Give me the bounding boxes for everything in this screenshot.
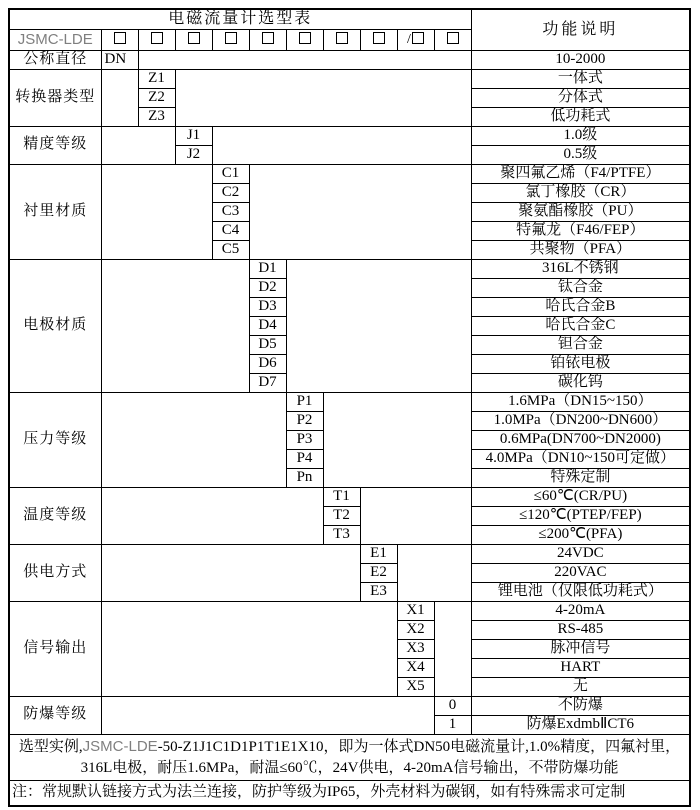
code-cell-z2: Z2 — [138, 88, 175, 107]
description-cell: ≤120℃(PTEP/FEP) — [471, 506, 690, 525]
code-cell-x4: X4 — [397, 658, 434, 677]
description-cell: 共聚物（PFA） — [471, 240, 690, 259]
description-cell: 钛合金 — [471, 278, 690, 297]
spacer-cell — [286, 259, 471, 392]
code-cell-pn: Pn — [286, 468, 323, 487]
code-cell-p1: P1 — [286, 392, 323, 411]
selection-sheet — [8, 8, 692, 807]
table-row — [9, 601, 690, 620]
description-cell: 碳化钨 — [471, 373, 690, 392]
description-cell: HART — [471, 658, 690, 677]
group-label-cell: 精度等级 — [9, 126, 101, 164]
checkbox-icon — [188, 32, 200, 44]
code-cell-p4: P4 — [286, 449, 323, 468]
code-cell-e2: E2 — [360, 563, 397, 582]
description-cell: 氯丁橡胶（CR） — [471, 183, 690, 202]
spacer-cell — [101, 601, 397, 696]
description-cell: 24VDC — [471, 544, 690, 563]
table-row — [9, 544, 690, 563]
code-cell-p2: P2 — [286, 411, 323, 430]
checkbox-icon — [447, 32, 459, 44]
example-model-code-rest: -50-Z1J1C1D1P1T1E1X10 — [157, 738, 324, 755]
model-prefix: JSMC-LDE — [9, 29, 101, 50]
code-cell-dn: DN — [101, 50, 138, 69]
code-cell-d5: D5 — [249, 335, 286, 354]
code-cell-c4: C4 — [212, 221, 249, 240]
description-cell: 锂电池（仅限低功耗式） — [471, 582, 690, 601]
spacer-cell — [101, 487, 323, 544]
group-label-cell: 防爆等级 — [9, 696, 101, 734]
code-cell-t1: T1 — [323, 487, 360, 506]
description-cell: 1.0MPa（DN200~DN600） — [471, 411, 690, 430]
description-cell: 铂铱电极 — [471, 354, 690, 373]
code-cell-d4: D4 — [249, 316, 286, 335]
code-cell-e1: E1 — [360, 544, 397, 563]
spacer-cell — [249, 164, 471, 259]
table-row — [9, 392, 690, 411]
description-cell: 脉冲信号 — [471, 639, 690, 658]
code-cell-j1: J1 — [175, 126, 212, 145]
checkbox-icon — [299, 32, 311, 44]
code-cell-x3: X3 — [397, 639, 434, 658]
code-cell-d6: D6 — [249, 354, 286, 373]
model-checkbox-cell — [286, 29, 323, 50]
spacer-cell — [101, 696, 434, 734]
spacer-cell — [360, 487, 471, 544]
note-text: 注：常规默认链接方式为法兰连接，防护等级为IP65，外壳材料为碳钢，如有特殊需求可定制 — [9, 780, 690, 806]
model-checkbox-cell — [360, 29, 397, 50]
description-cell: 分体式 — [471, 88, 690, 107]
code-cell-d7: D7 — [249, 373, 286, 392]
code-cell-t3: T3 — [323, 525, 360, 544]
description-cell: 防爆ExdmbⅡCT6 — [471, 715, 690, 734]
code-cell-x1: X1 — [397, 601, 434, 620]
description-cell: 220VAC — [471, 563, 690, 582]
selection-table — [8, 8, 691, 807]
description-cell: 0.6MPa(DN700~DN2000) — [471, 430, 690, 449]
spacer-cell — [101, 69, 138, 126]
group-label-cell: 压力等级 — [9, 392, 101, 487]
model-checkbox-cell — [212, 29, 249, 50]
table-row — [9, 9, 690, 29]
model-checkbox-cell — [249, 29, 286, 50]
description-cell: 聚四氟乙烯（F4/PTFE） — [471, 164, 690, 183]
code-cell-e3: E3 — [360, 582, 397, 601]
spacer-cell — [397, 544, 471, 601]
description-cell: 1.0级 — [471, 126, 690, 145]
description-cell: 哈氏合金C — [471, 316, 690, 335]
checkbox-icon — [225, 32, 237, 44]
model-checkbox-cell — [138, 29, 175, 50]
code-cell-d2: D2 — [249, 278, 286, 297]
description-cell: 10-2000 — [471, 50, 690, 69]
code-cell-c5: C5 — [212, 240, 249, 259]
spacer-cell — [323, 392, 471, 487]
table-row — [9, 780, 690, 806]
example-text: ，即为一体式DN50电磁流量计,1.0%精度，四氟衬里，316L电极，耐压1.6MPa，耐温≤60℃，24V供电，4-20mA信号输出，不带防爆功能 — [80, 738, 681, 776]
group-label-cell: 转换器类型 — [9, 69, 101, 126]
description-cell: 4.0MPa（DN10~150可定做） — [471, 449, 690, 468]
table-row — [9, 164, 690, 183]
group-label-cell: 衬里材质 — [9, 164, 101, 259]
spacer-cell — [434, 601, 471, 696]
model-checkbox-cell — [397, 29, 434, 50]
checkbox-icon — [412, 32, 424, 44]
code-cell-1: 1 — [434, 715, 471, 734]
spacer-cell — [212, 126, 471, 164]
group-label-cell: 公称直径 — [9, 50, 101, 69]
model-checkbox-cell — [434, 29, 471, 50]
code-cell-x2: X2 — [397, 620, 434, 639]
spacer-cell — [101, 392, 286, 487]
table-row — [9, 734, 690, 780]
example-label: 选型实例, — [18, 738, 83, 755]
description-cell: 不防爆 — [471, 696, 690, 715]
table-row — [9, 50, 690, 69]
description-cell: 一体式 — [471, 69, 690, 88]
function-description-header: 功能说明 — [471, 9, 690, 50]
table-row — [9, 259, 690, 278]
spacer-cell — [101, 259, 249, 392]
code-cell-p3: P3 — [286, 430, 323, 449]
description-cell: 4-20mA — [471, 601, 690, 620]
description-cell: ≤60℃(CR/PU) — [471, 487, 690, 506]
model-checkbox-cell — [323, 29, 360, 50]
description-cell: 低功耗式 — [471, 107, 690, 126]
code-cell-j2: J2 — [175, 145, 212, 164]
code-cell-d1: D1 — [249, 259, 286, 278]
model-checkbox-cell — [101, 29, 138, 50]
spacer-cell — [138, 50, 471, 69]
checkbox-icon — [373, 32, 385, 44]
table-title: 电磁流量计选型表 — [9, 9, 471, 29]
description-cell: RS-485 — [471, 620, 690, 639]
table-row — [9, 69, 690, 88]
description-cell: 特殊定制 — [471, 468, 690, 487]
description-cell: 哈氏合金B — [471, 297, 690, 316]
code-cell-z1: Z1 — [138, 69, 175, 88]
code-cell-c2: C2 — [212, 183, 249, 202]
spacer-cell — [175, 69, 471, 126]
code-cell-c1: C1 — [212, 164, 249, 183]
model-checkbox-cell — [175, 29, 212, 50]
checkbox-icon — [151, 32, 163, 44]
description-cell: 1.6MPa（DN15~150） — [471, 392, 690, 411]
code-cell-z3: Z3 — [138, 107, 175, 126]
group-label-cell: 温度等级 — [9, 487, 101, 544]
description-cell: 特氟龙（F46/FEP） — [471, 221, 690, 240]
spacer-cell — [101, 544, 360, 601]
table-row — [9, 487, 690, 506]
description-cell: 钽合金 — [471, 335, 690, 354]
description-cell: 无 — [471, 677, 690, 696]
code-cell-d3: D3 — [249, 297, 286, 316]
checkbox-icon — [114, 32, 126, 44]
selection-example — [9, 734, 690, 780]
group-label-cell: 电极材质 — [9, 259, 101, 392]
code-cell-0: 0 — [434, 696, 471, 715]
group-label-cell: 供电方式 — [9, 544, 101, 601]
group-label-cell: 信号输出 — [9, 601, 101, 696]
code-cell-x5: X5 — [397, 677, 434, 696]
checkbox-icon — [336, 32, 348, 44]
table-row — [9, 696, 690, 715]
code-cell-c3: C3 — [212, 202, 249, 221]
code-cell-t2: T2 — [323, 506, 360, 525]
description-cell: ≤200℃(PFA) — [471, 525, 690, 544]
slash-separator: / — [407, 31, 411, 47]
description-cell: 0.5级 — [471, 145, 690, 164]
example-model-code-gray: JSMC-LDE — [82, 737, 158, 755]
description-cell: 316L不锈钢 — [471, 259, 690, 278]
checkbox-icon — [262, 32, 274, 44]
description-cell: 聚氨酯橡胶（PU） — [471, 202, 690, 221]
table-row — [9, 126, 690, 145]
spacer-cell — [101, 126, 175, 164]
spacer-cell — [101, 164, 212, 259]
